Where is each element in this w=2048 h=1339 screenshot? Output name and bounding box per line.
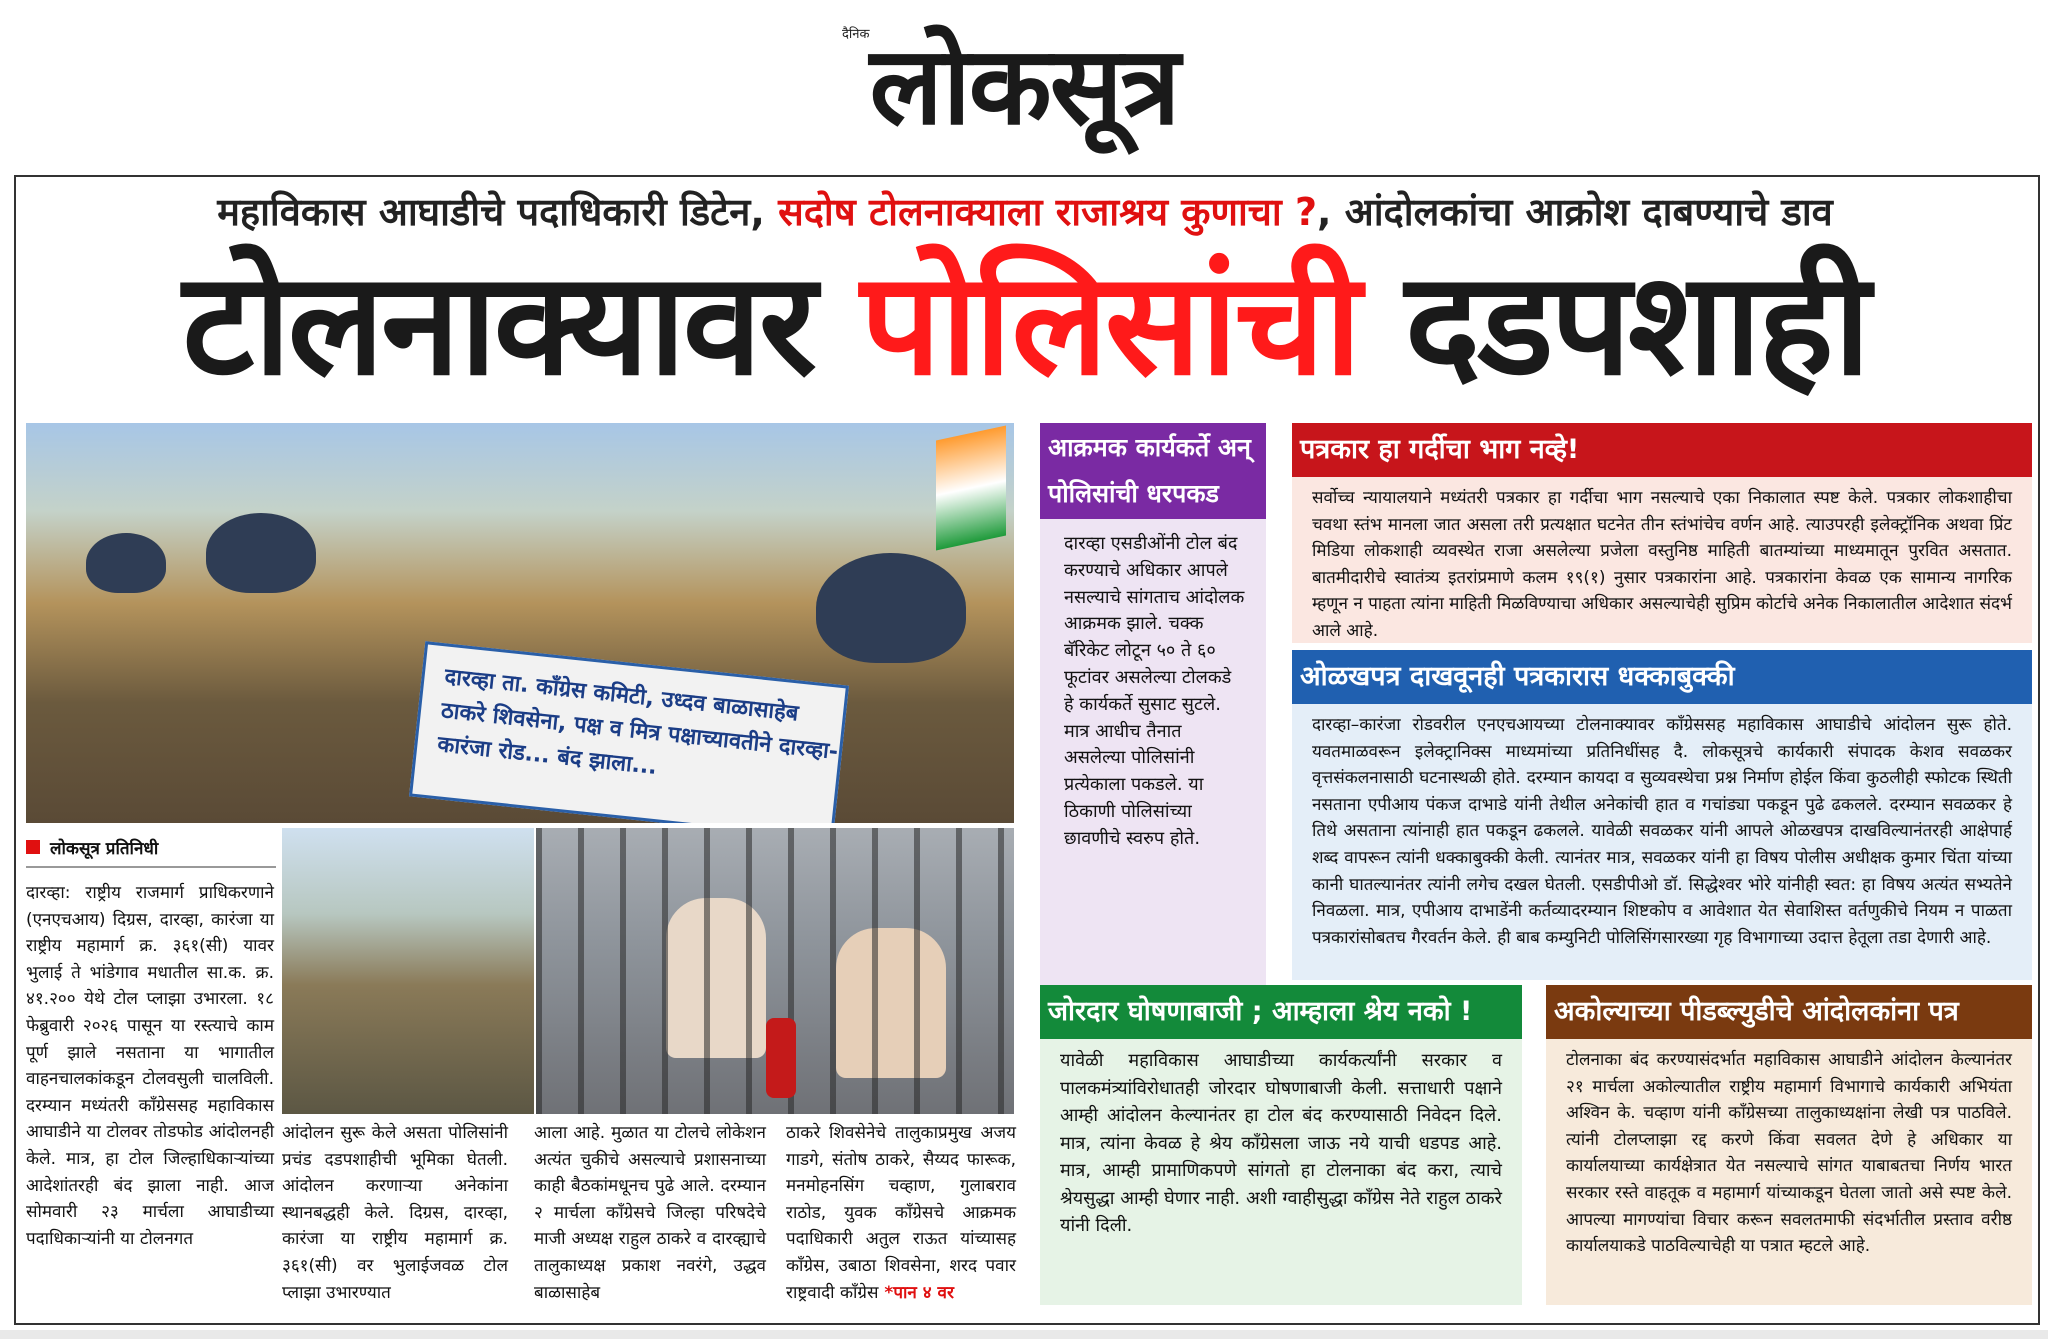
journalist-box <box>1292 423 2032 643</box>
main-protest-photo <box>26 423 1014 823</box>
headline-part-1: टोलनाक्यावर <box>182 242 861 407</box>
masthead-small-label: दैनिक <box>842 27 870 42</box>
microphone-icon <box>766 1018 796 1098</box>
continued-on-page-link[interactable]: *पान ४ वर <box>878 1282 954 1303</box>
byline <box>26 836 276 868</box>
banner-text: दारव्हा ता. काँग्रेस कमिटी, उध्दव बाळासाहेब ठाकरे शिवसेना, पक्ष व मित्र पक्षाच्यावतीने दारव्हा-कारंजा रोड... बंद झाला... <box>436 664 840 780</box>
headline-part-3: दडपशाही <box>1358 242 1868 407</box>
arrest-box-title: आक्रमक कार्यकर्ते अन् पोलिसांची धरपकड <box>1040 423 1266 519</box>
police-helmet-icon <box>86 533 166 593</box>
kicker-line <box>20 185 2030 237</box>
police-helmet-icon <box>816 553 966 663</box>
id-card-box-body: दारव्हा–कारंजा रोडवरील एनएचआयच्या टोलनाक्यावर काँग्रेससह महाविकास आघाडीचे आंदोलन सुरू होते. यवतमाळवरून इलेक्ट्रानिक्स माध्यमांच्या प्रतिनिधींसह दै. लोकसूत्रचे कार्यकारी संपादक केशव सवळकर वृत्तसंकलनासाठी घटनास्थळी होते. दरम्यान कायदा व सुव्यवस्थेचा प्रश्न निर्माण होईल किंवा कुठलीही स्फोटक स्थिती नसताना एपीआय पंकज दाभाडे यांनी तेथील अनेकांची हात व गचांड्या पकडून पुढे ढकलले. दरम्यान सवळकर हे तिथे असताना त्यांनाही हात पकडून ढकलले. यावेळी सवळकर यांनी आपले ओळखपत्र दाखविल्यानंतरही आक्षेपार्ह शब्द वापरून त्यांनी धक्काबुक्की केली. त्यानंतर मात्र, सवळकर यांनी हा विषय पोलीस अधीक्षक कुमार चिंता यांच्या कानी घातल्यानंतर त्यांनी लगेच दखल घेतली. एसडीपीओ डॉ. सिद्धेश्वर भोरे यांनीही स्वत: हा विषय अत्यंत सभ्यतेने निवळला. मात्र, एपीआय दाभाडेंनी कर्तव्यादरम्यान शिष्टकोप व आवेशात येत सेवाशिस्त वर्तणुकीचे नियम न पाळता पत्रकारांसोबतच गैरवर्तन केले. ही बाब कम्युनिटी पोलिसिंगसारख्या गृह विभागाच्या उदात्त हेतूला तडा देणारी आहे. <box>1312 715 2012 948</box>
main-headline <box>20 240 2030 410</box>
article-column-3: आला आहे. मुळात या टोलचे लोकेशन अत्यंत चुकीचे असल्याचे प्रशासनाच्या काही बैठकांमधूनच पुढे आले. दरम्यान २ मार्चला काँग्रेसचे जिल्हा परिषदेचे माजी अध्यक्ष राहुल ठाकरे व दारव्ह्याचे तालुकाध्यक्ष प्रकाश नवरंगे, उद्धव बाळासाहेब <box>534 1123 766 1303</box>
byline-text: लोकसूत्र प्रतिनिधी <box>50 839 159 859</box>
protest-banner <box>409 641 849 823</box>
slogan-box <box>1040 985 1522 1305</box>
newspaper-logo: लोकसूत्र <box>869 24 1179 149</box>
police-helmet-icon <box>206 513 316 593</box>
article-column-4 <box>786 1120 1016 1306</box>
id-card-box <box>1292 650 2032 980</box>
kicker-part-3: , आंदोलकांचा आक्रोश दाबण्याचे डाव <box>1317 190 1833 234</box>
akola-letter-box <box>1546 985 2032 1305</box>
article-column-1: दारव्हा: राष्ट्रीय राजमार्ग प्राधिकरणाने (एनएचआय) दिग्रस, दारव्हा, कारंजा या राष्ट्रीय महामार्ग क्र. ३६१(सी) यावर भुलाई ते भांडेगाव मधातील सा.क. क्र. ४१.२०० येथे टोल प्लाझा उभारला. १८ फेब्रुवारी २०२६ पासून या रस्त्याचे काम पूर्ण झाले नसताना या भागातील वाहनचालकांकडून टोलवसुली चालविली. दरम्यान मध्यंतरी काँग्रेससह महाविकास आघाडीने या टोलवर तोडफोड आंदोलनही केले. मात्र, हा टोल जिल्हाधिकाऱ्यांच्या आदेशांतरही बंद झाला नाही. आज सोमवारी २३ मार्चला आघाडीच्या पदाधिकाऱ्यांनी या टोलनगत <box>26 883 274 1249</box>
police-van-photo <box>536 828 1014 1114</box>
party-flag-icon <box>936 426 1006 551</box>
akola-letter-box-body: टोलनाका बंद करण्यासंदर्भात महाविकास आघाडीने आंदोलन केल्यानंतर २१ मार्चला अकोल्यातील राष्ट्रीय महामार्ग विभागाचे कार्यकारी अभियंता अश्विन के. चव्हाण यांनी काँग्रेसच्या तालुकाध्यक्षांना लेखी पत्र पाठविले. त्यांनी टोलप्लाझा रद्द करणे किंवा सवलत देणे हे अधिकार या कार्यालयाच्या कार्यक्षेत्रात येत नसल्याचे सांगत याबाबतचा निर्णय भारत सरकार रस्ते वाहतूक व महामार्ग यांच्याकडून घेतला जातो असे स्पष्ट केले. आपल्या मागण्यांचा विचार करून सवलतमाफी संदर्भातील प्रस्ताव वरीष्ठ कार्यालयाकडे पाठविल्याचेही या पत्रात म्हटले आहे. <box>1566 1050 2012 1257</box>
crowd-police-photo <box>282 828 534 1114</box>
bottom-edge <box>0 1330 2048 1339</box>
kicker-part-2: सदोष टोलनाक्याला राजाश्रय कुणाचा ? <box>778 190 1318 234</box>
id-card-box-title: ओळखपत्र दाखवूनही पत्रकारास धक्काबुक्की <box>1292 650 2032 704</box>
journalist-box-title: पत्रकार हा गर्दीचा भाग नव्हे! <box>1292 423 2032 477</box>
slogan-box-body: यावेळी महाविकास आघाडीच्या कार्यकर्त्यांनी सरकार व पालकमंत्र्यांविरोधातही जोरदार घोषणाबाजी केली. सत्ताधारी पक्षाने आम्ही आंदोलन केल्यानंतर हा टोल बंद करण्यासाठी निवेदन दिले. मात्र, त्यांना केवळ हे श्रेय काँग्रेसला जाऊ नये याची धडपड आहे. मात्र, आम्ही प्रामाणिकपणे सांगतो हा टोलनाका बंद करा, त्याचे श्रेयसुद्धा आम्ही घेणार नाही. अशी ग्वाहीसुद्धा काँग्रेस नेते राहुल ठाकरे यांनी दिली. <box>1060 1050 1502 1236</box>
article-column-2: आंदोलन सुरू केले असता पोलिसांनी प्रचंड दडपशाहीची भूमिका घेतली. आंदोलन करणाऱ्या अनेकांना स्थानबद्धही केले. दिग्रस, दारव्हा, कारंजा या राष्ट्रीय महामार्ग क्र. ३६१(सी) वर भुलाईजवळ टोल प्लाझा उभारण्यात <box>282 1123 508 1303</box>
slogan-box-title: जोरदार घोषणाबाजी ; आम्हाला श्रेय नको ! <box>1040 985 1522 1039</box>
article-column-4-text: ठाकरे शिवसेनेचे तालुकाप्रमुख अजय गाडगे, संतोष ठाकरे, सैय्यद फारूक, मनमोहनसिंग चव्हाण, गुलाबराव राठोड, युवक काँग्रेसचे आक्रमक पदाधिकारी अतुल राऊत यांच्यासह काँग्रेस, उबाठा शिवसेना, शरद पवार राष्ट्रवादी काँग्रेस <box>786 1123 1016 1303</box>
akola-letter-box-title: अकोल्याच्या पीडब्ल्युडीचे आंदोलकांना पत्र <box>1546 985 2032 1039</box>
headline-part-2: पोलिसांची <box>860 242 1359 407</box>
arrest-box-body: दारव्हा एसडीओंनी टोल बंद करण्याचे अधिकार आपले नसल्याचे सांगताच आंदोलक आक्रमक झाले. चक्क बॅरिकेट लोटून ५० ते ६० फूटांवर असलेल्या टोलकडे हे कार्यकर्ते सुसाट सुटले. मात्र आधीच तैनात असलेल्या पोलिसांनी प्रत्येकाला पकडले. या ठिकाणी पोलिसांच्या छावणीचे स्वरुप होते. <box>1064 533 1245 849</box>
red-square-icon <box>26 840 40 854</box>
journalist-box-body: सर्वोच्च न्यायालयाने मध्यंतरी पत्रकार हा गर्दीचा भाग नसल्याचे एका निकालात स्पष्ट केले. पत्रकार लोकशाहीचा चवथा स्तंभ मानला जात असला तरी प्रत्यक्षात घटनेत तीन स्तंभांचेच वर्णन आहे. त्याउपरही इलेक्ट्रॉनिक अथवा प्रिंट मिडिया लोकशाही व्यवस्थेत राजा असलेल्या प्रजेला वस्तुनिष्ठ माहिती बातम्यांच्या माध्यमातून पुरवित असतात. बातमीदारीचे स्वातंत्र्य इतरांप्रमाणे कलम १९(१) नुसार पत्रकारांना आहे. पत्रकारांना केवळ एक सामान्य नागरिक म्हणून न पाहता त्यांना माहिती मिळविण्याचा अधिकार असल्याचेही सुप्रिम कोर्टाचे अनेक निकालातील आदेशात संदर्भ आले आहे. <box>1312 488 2012 641</box>
kicker-part-1: महाविकास आघाडीचे पदाधिकारी डिटेन, <box>217 190 779 234</box>
